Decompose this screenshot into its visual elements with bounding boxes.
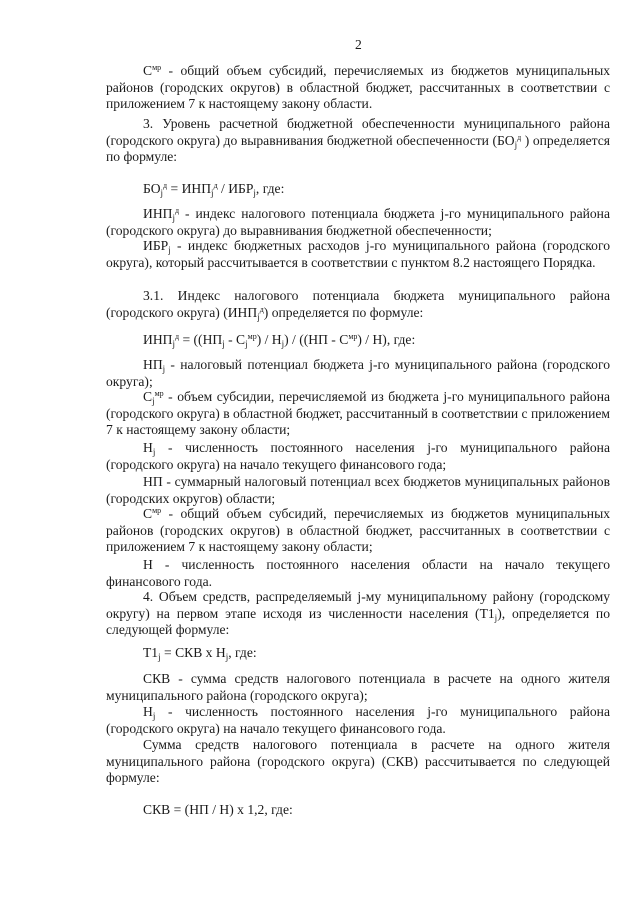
formula-bo: $БО_j^д = ИНП_j^д / ИБР_j$, где:: [143, 181, 285, 198]
definition-skv: СКВ - сумма средств налогового потенциала в расчете на одного жителя муниципального района (городского округа);: [106, 671, 610, 703]
definition-h: Н - численность постоянного населения области на начало текущего финансового года.: [106, 557, 610, 589]
formula-skv: СКВ = (НП / Н) х 1,2, где:: [143, 802, 293, 817]
definition-h-j-2: $Н_j$ - численность постоянного населения j-го муниципального района (городского округа) на начало текущего финансового года.: [106, 704, 610, 736]
definition-h-j: $Н_j$ - численность постоянного населения j-го муниципального района (городского округа) на начало текущего финансового года;: [106, 440, 610, 472]
paragraph-sum-skv: Сумма средств налогового потенциала в расчете на одного жителя муниципального района (городского округа) (СКВ) рассчитывается по следующей формуле:: [106, 737, 610, 786]
paragraph-3: 3. Уровень расчетной бюджетной обеспеченности муниципального района (городского округа) до выравнивания бюджетной обеспеченности ($БО_j^д$ ) определяется по формуле:: [106, 116, 610, 165]
definition-c-j: $С_j^{мр}$ - объем субсидии, перечисляемой из бюджета j-го муниципального района (городского округа) в областной бюджет, рассчитанный в соответствии с приложением 7 к настоящему закону области;: [106, 389, 610, 438]
formula-t1: $Т1_j$ = СКВ х $Н_j$, где:: [143, 645, 257, 662]
paragraph-3-1: 3.1. Индекс налогового потенциала бюджета муниципального района (городского округа) $(ИНП_j^д)$ определяется по формуле:: [106, 288, 610, 322]
paragraph-4: 4. Объем средств, распределяемый j-му муниципальному району (городскому округу) на первом этапе исходя из численности населения $(Т1_j)$, определяется по следующей формуле:: [106, 589, 610, 638]
definition-c-mr: $С^{мр}$ - общий объем субсидий, перечисляемых из бюджетов муниципальных районов (городских округов) в областной бюджет, рассчитанных в соответствии с приложением 7 к настоящему закону области;: [106, 506, 610, 555]
formula-inp: $ИНП_j^д = ((НП_j - С_j^{мр}) / Н_j) / ((НП - С^{мр}) / Н)$, где:: [143, 332, 416, 349]
page-number: 2: [355, 37, 362, 52]
definition-inp: $ИНП_j^д$ - индекс налогового потенциала бюджета j-го муниципального района (городского округа) до выравнивания бюджетной обеспеченности;: [106, 206, 610, 238]
paragraph-c-mr-definition: $С^{мр}$ - общий объем субсидий, перечисляемых из бюджетов муниципальных районов (городских округов) в областной бюджет, рассчитанных в соответствии с приложением 7 к настоящему закону области.: [106, 63, 610, 112]
definition-np: НП - суммарный налоговый потенциал всех бюджетов муниципальных районов (городских округов) области;: [106, 474, 610, 506]
definition-np-j: $НП_j$ - налоговый потенциал бюджета j-го муниципального района (городского округа);: [106, 357, 610, 389]
definition-ibr: $ИБР_j$ - индекс бюджетных расходов j-го муниципального района (городского округа), который рассчитывается в соответствии с пунктом 8.2 настоящего Порядка.: [106, 238, 610, 270]
